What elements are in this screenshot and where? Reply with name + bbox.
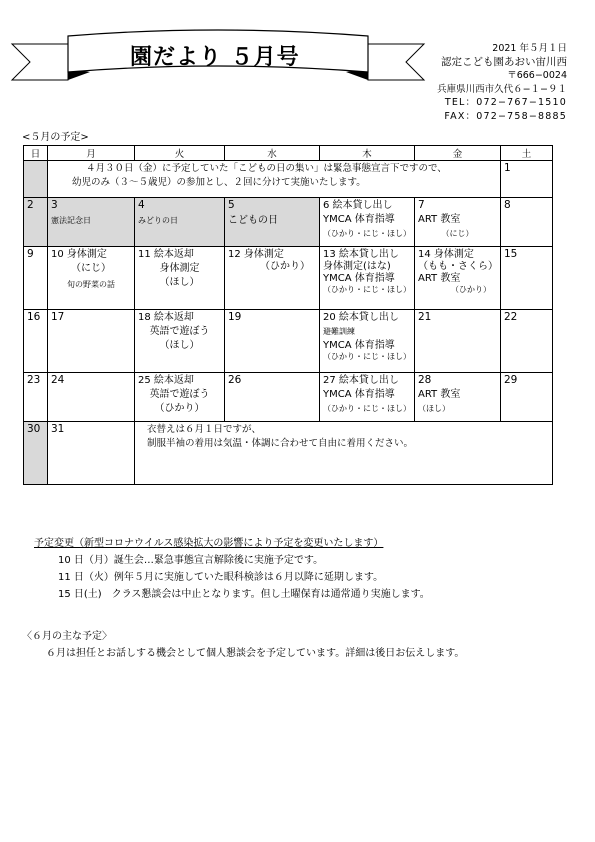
holiday-label: こどもの日 — [228, 215, 278, 226]
holiday-label: 憲法記念日 — [51, 216, 91, 225]
event-line: （ひかり・にじ・ほし） — [323, 228, 411, 238]
day-cell-10 — [48, 247, 135, 310]
day-event: 14 身体測定 — [418, 249, 474, 260]
day-number: 23 — [27, 374, 41, 386]
day-event: 27 絵本貸し出し — [323, 375, 399, 386]
event-line: ART 教室 — [418, 214, 461, 225]
change-item: 11 日（火）例年５月に実施していた眼科検診は６月以降に延期します。 — [58, 572, 384, 583]
day-number: 21 — [418, 311, 432, 323]
day-event: 6 絵本貸し出し — [323, 200, 393, 211]
note-line-1: 衣替えは６月１日ですが、 — [147, 424, 262, 435]
fax: FAX：072−758−8885 — [444, 110, 567, 122]
event-line: YMCA 体育指導 — [323, 272, 395, 284]
schedule-changes — [34, 535, 430, 603]
event-line: YMCA 体育指導 — [323, 214, 395, 225]
event-line: （ひかり） — [451, 285, 491, 294]
day-number: 5 — [228, 199, 235, 211]
day-number: 4 — [138, 199, 145, 211]
event-line: 英語で遊ぼう — [149, 326, 210, 337]
event-line: 避難訓練 — [323, 327, 355, 336]
day-cell-14 — [415, 247, 501, 310]
day-number: 15 — [504, 248, 518, 260]
day-number: 1 — [504, 162, 511, 174]
day-cell-3 — [48, 198, 135, 247]
day-number: 19 — [228, 311, 242, 323]
event-line: （ひかり） — [260, 261, 310, 272]
day-event: 11 絵本返却 — [138, 249, 194, 260]
day-cell-23 — [24, 373, 48, 422]
day-cell-15 — [501, 247, 553, 310]
day-cell-18 — [135, 310, 225, 373]
day-event: 20 絵本貸し出し — [323, 312, 399, 323]
calendar-week-1 — [24, 161, 553, 198]
day-number: 24 — [51, 374, 65, 386]
event-line: （ほし） — [418, 403, 450, 413]
event-line: 旬の野菜の話 — [67, 279, 115, 289]
event-line: （ひかり） — [154, 402, 205, 414]
event-line: （ほし） — [159, 339, 200, 351]
day-cell-13 — [320, 247, 415, 310]
page-title: 園だより ５月号 — [130, 45, 300, 70]
school-name: 認定こども園あおい宙川西 — [441, 55, 567, 68]
event-line: （ひかり・にじ・ほし） — [323, 285, 411, 294]
notice-line-2: 幼児のみ（３〜５歳児）の参加とし、２回に分けて実施いたします。 — [72, 177, 366, 188]
day-cell-8 — [501, 198, 553, 247]
day-number: 8 — [504, 199, 511, 211]
changes-title: 予定変更（新型コロナウイルス感染拡大の影響により予定を変更いたします） — [34, 538, 384, 549]
change-item: 15 日(土) クラス懇談会は中止となります。但し土曜保育は通常通り実施します。 — [58, 589, 430, 600]
day-cell-12 — [225, 247, 320, 310]
day-cell-31 — [48, 422, 135, 485]
note-line-2: 制服半袖の着用は気温・体調に合わせて自由に着用ください。 — [147, 438, 414, 449]
week6-note — [135, 422, 553, 485]
day-number: 29 — [504, 374, 518, 386]
day-cell-17 — [48, 310, 135, 373]
event-line: （にじ） — [441, 228, 474, 238]
day-number: 26 — [228, 374, 242, 386]
calendar-week-4 — [24, 310, 553, 373]
day-cell-26 — [225, 373, 320, 422]
weekday-tue: 火 — [135, 146, 225, 161]
day-cell-2 — [24, 198, 48, 247]
calendar-week-3 — [24, 247, 553, 310]
event-line: （にじ） — [71, 263, 111, 274]
may-calendar — [23, 145, 553, 485]
day-event: 10 身体測定 — [51, 249, 107, 260]
calendar-week-2 — [24, 198, 553, 247]
day-number: 3 — [51, 199, 58, 211]
day-event: 18 絵本返却 — [138, 312, 194, 323]
issue-date: 2021 年５月１日 — [492, 43, 567, 54]
day-cell-19 — [225, 310, 320, 373]
day-number: 22 — [504, 311, 518, 323]
day-cell-28 — [415, 373, 501, 422]
weekday-sat: 土 — [501, 146, 553, 161]
holiday-label: みどりの日 — [138, 216, 178, 225]
day-cell-30 — [24, 422, 48, 485]
postal-code: 〒666−0024 — [507, 70, 567, 82]
day-number: 30 — [27, 423, 41, 435]
weekday-mon: 月 — [48, 146, 135, 161]
event-line: ART 教室 — [418, 272, 461, 284]
address: 兵庫県川西市久代６−１−９１ — [437, 83, 567, 95]
day-cell-7 — [415, 198, 501, 247]
weekday-wed: 水 — [225, 146, 320, 161]
day-cell-20 — [320, 310, 415, 373]
event-line: 身体測定(はな) — [323, 261, 391, 272]
event-line: （ほし） — [159, 276, 200, 288]
day-number: 9 — [27, 248, 34, 260]
day-cell-29 — [501, 373, 553, 422]
change-item: 10 日（月）誕生会…緊急事態宣言解除後に実施予定です。 — [58, 555, 324, 566]
event-line: YMCA 体育指導 — [323, 339, 395, 351]
day-number: 7 — [418, 199, 425, 211]
calendar-week-6 — [24, 422, 553, 485]
weekday-thu: 木 — [320, 146, 415, 161]
day-number: 16 — [27, 311, 41, 323]
day-cell-1 — [501, 161, 553, 198]
calendar-week-5 — [24, 373, 553, 422]
day-event: 12 身体測定 — [228, 249, 284, 260]
day-cell-5 — [225, 198, 320, 247]
day-cell-11 — [135, 247, 225, 310]
empty-cell — [24, 161, 48, 198]
day-cell-22 — [501, 310, 553, 373]
day-number: 31 — [51, 423, 65, 435]
june-item: ６月は担任とお話しする機会として個人懇談会を予定しています。詳細は後日お伝えします。 — [46, 648, 465, 659]
header-info — [437, 42, 567, 124]
event-line: （ひかり・にじ・ほし） — [323, 403, 411, 413]
day-cell-21 — [415, 310, 501, 373]
event-line: YMCA 体育指導 — [323, 389, 395, 400]
day-event: 25 絵本返却 — [138, 375, 194, 386]
day-number: 17 — [51, 311, 65, 323]
week1-notice — [48, 161, 501, 198]
day-cell-6 — [320, 198, 415, 247]
event-line: （もも・さくら） — [418, 261, 498, 272]
day-cell-27 — [320, 373, 415, 422]
day-event: 13 絵本貸し出し — [323, 249, 399, 260]
schedule-caption: <５月の予定> — [22, 132, 89, 143]
day-cell-16 — [24, 310, 48, 373]
weekday-fri: 金 — [415, 146, 501, 161]
event-line: 身体測定 — [159, 263, 200, 274]
day-cell-9 — [24, 247, 48, 310]
day-cell-24 — [48, 373, 135, 422]
weekday-header — [24, 146, 553, 161]
day-cell-25 — [135, 373, 225, 422]
event-line: （ひかり・にじ・ほし） — [323, 352, 411, 361]
notice-line-1: ４月３０日（金）に予定していた「こどもの日の集い」は緊急事態宣言下ですので、 — [86, 163, 447, 174]
telephone: TEL：072−767−1510 — [444, 97, 567, 109]
weekday-sun: 日 — [24, 146, 48, 161]
day-number: 2 — [27, 199, 34, 211]
june-schedule — [22, 628, 464, 662]
day-number: 28 — [418, 374, 432, 386]
event-line: ART 教室 — [418, 389, 461, 400]
day-cell-4 — [135, 198, 225, 247]
event-line: 英語で遊ぼう — [149, 389, 210, 400]
june-title: 〈６月の主な予定〉 — [22, 631, 112, 642]
